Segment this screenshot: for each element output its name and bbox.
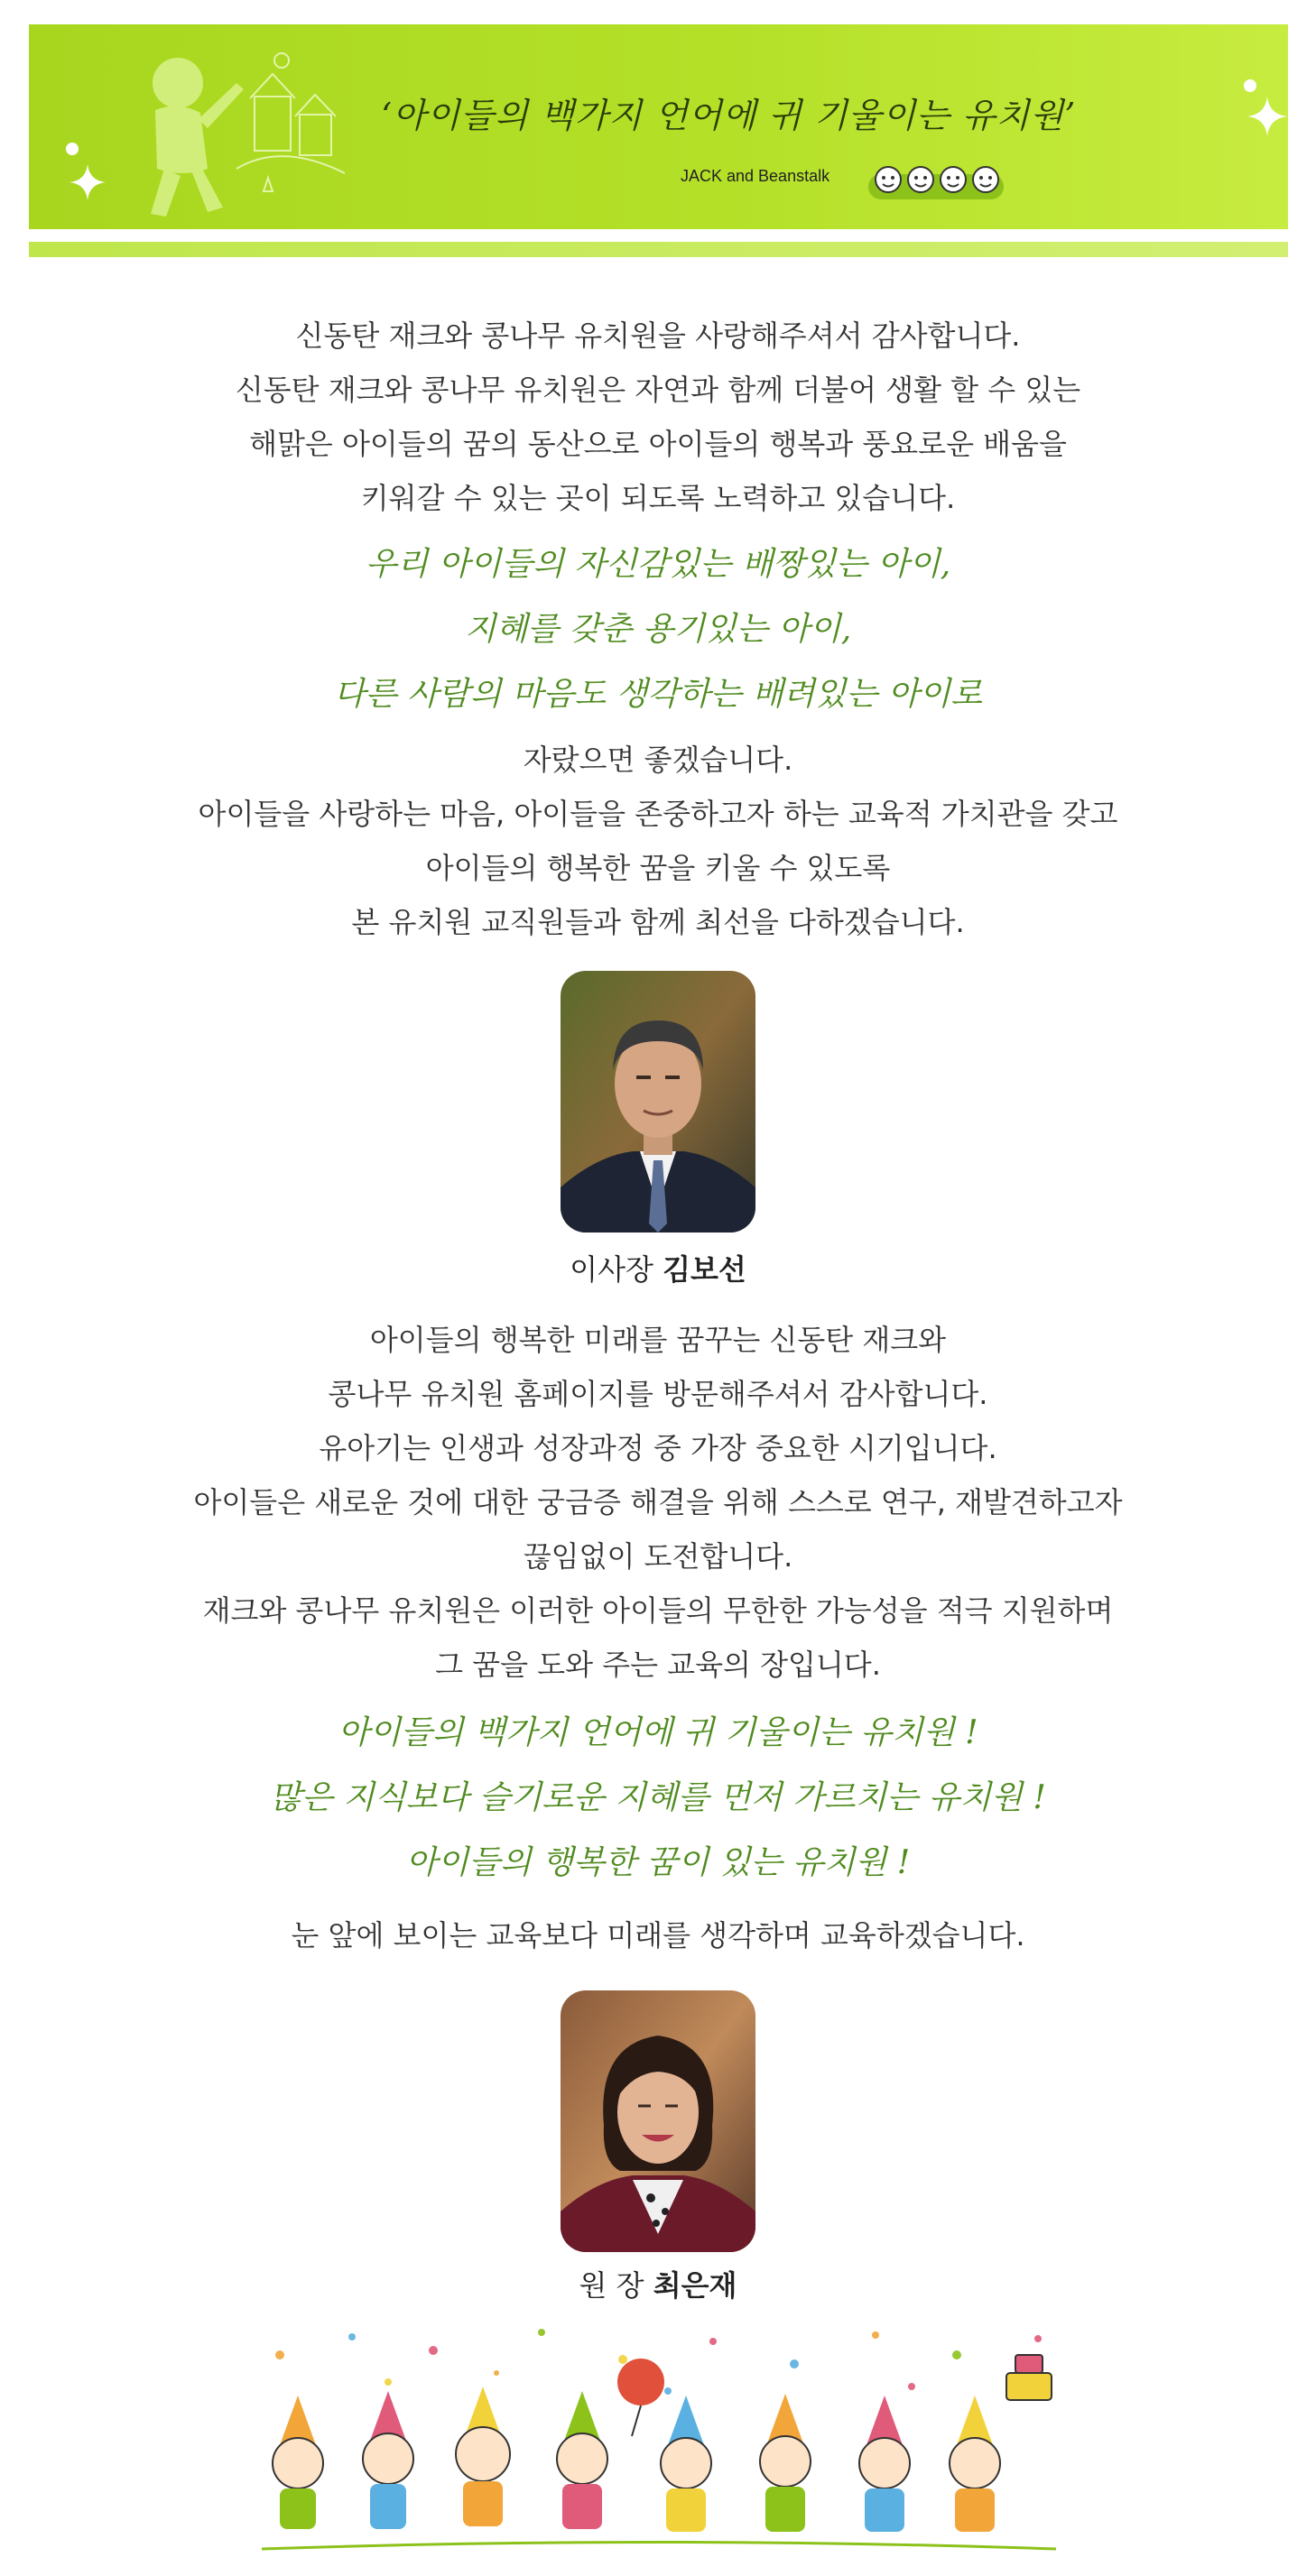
closing-line: 아이들을 사랑하는 마음, 아이들을 존중하고자 하는 교육적 가치관을 갖고 [198, 797, 1118, 831]
chairman-title: 이사장 [570, 1252, 653, 1287]
kids-faces-logo [868, 158, 1004, 201]
intro-closing [0, 733, 1316, 949]
dot-icon [65, 142, 79, 156]
closing-line: 자랐으면 좋겠습니다. [523, 743, 793, 777]
principal-caption [0, 2263, 1316, 2304]
dot-icon [1243, 78, 1257, 93]
header-divider-bar [29, 242, 1288, 257]
principal-title: 원 장 [579, 2268, 644, 2303]
header-banner [29, 24, 1288, 229]
principal-closing [0, 1908, 1316, 1962]
child-drawing-illustration [101, 33, 390, 227]
highlight-line: 아이들의 행복한 꿈이 있는 유치원 ! [405, 1844, 911, 1881]
message-line: 콩나무 유치원 홈페이지를 방문해주셔서 감사합니다. [328, 1377, 988, 1411]
principal-photo [561, 1990, 755, 2252]
highlight-line: 지혜를 갖춘 용기있는 아이, [464, 611, 852, 648]
sparkle-icon [1247, 97, 1287, 136]
highlight-line: 다른 사람의 마음도 생각하는 배려있는 아이로 [334, 676, 982, 713]
message-line: 그 꿈을 도와 주는 교육의 장입니다. [435, 1648, 881, 1682]
message-line: 아이들의 행복한 미래를 꿈꾸는 신동탄 재크와 [369, 1323, 947, 1357]
intro-line: 신동탄 재크와 콩나무 유치원을 사랑해주셔서 감사합니다. [295, 319, 1021, 353]
brand-name: JACK and Beanstalk [681, 167, 830, 185]
message-line: 유아기는 인생과 성장과정 중 가장 중요한 시기입니다. [319, 1431, 997, 1465]
principal-name: 최은재 [653, 2268, 737, 2303]
sparkle-icon [70, 164, 106, 200]
principal-message [0, 1313, 1316, 1692]
chairman-name: 김보선 [663, 1252, 746, 1287]
closing-line: 눈 앞에 보이는 교육보다 미래를 생각하며 교육하겠습니다. [291, 1918, 1025, 1953]
intro-line: 신동탄 재크와 콩나무 유치원은 자연과 함께 더불어 생활 할 수 있는 [235, 373, 1081, 407]
message-line: 재크와 콩나무 유치원은 이러한 아이들의 무한한 가능성을 적극 지원하며 [202, 1593, 1114, 1628]
intro-highlight [0, 532, 1316, 727]
chairman-photo [561, 971, 755, 1233]
highlight-line: 많은 지식보다 슬기로운 지혜를 먼저 가르치는 유치원 ! [270, 1779, 1046, 1816]
message-line: 끊임없이 도전합니다. [523, 1539, 793, 1574]
message-line: 아이들은 새로운 것에 대한 궁금증 해결을 위해 스스로 연구, 재발견하고자 [193, 1485, 1123, 1519]
principal-highlight [0, 1701, 1316, 1896]
intro-line: 키워갈 수 있는 곳이 되도록 노력하고 있습니다. [360, 481, 956, 515]
highlight-line: 우리 아이들의 자신감있는 배짱있는 아이, [365, 546, 951, 583]
slogan: ‘아이들의 백가지 언어에 귀 기울이는 유치원’ [381, 96, 1077, 135]
closing-line: 본 유치원 교직원들과 함께 최선을 다하겠습니다. [351, 905, 965, 939]
closing-line: 아이들의 행복한 꿈을 키울 수 있도록 [425, 851, 891, 885]
chairman-caption [0, 1247, 1316, 1288]
highlight-line: 아이들의 백가지 언어에 귀 기울이는 유치원 ! [338, 1714, 978, 1751]
intro-message [0, 309, 1316, 525]
party-kids-illustration [244, 2319, 1074, 2562]
intro-line: 해맑은 아이들의 꿈의 동산으로 아이들의 행복과 풍요로운 배움을 [249, 427, 1067, 461]
